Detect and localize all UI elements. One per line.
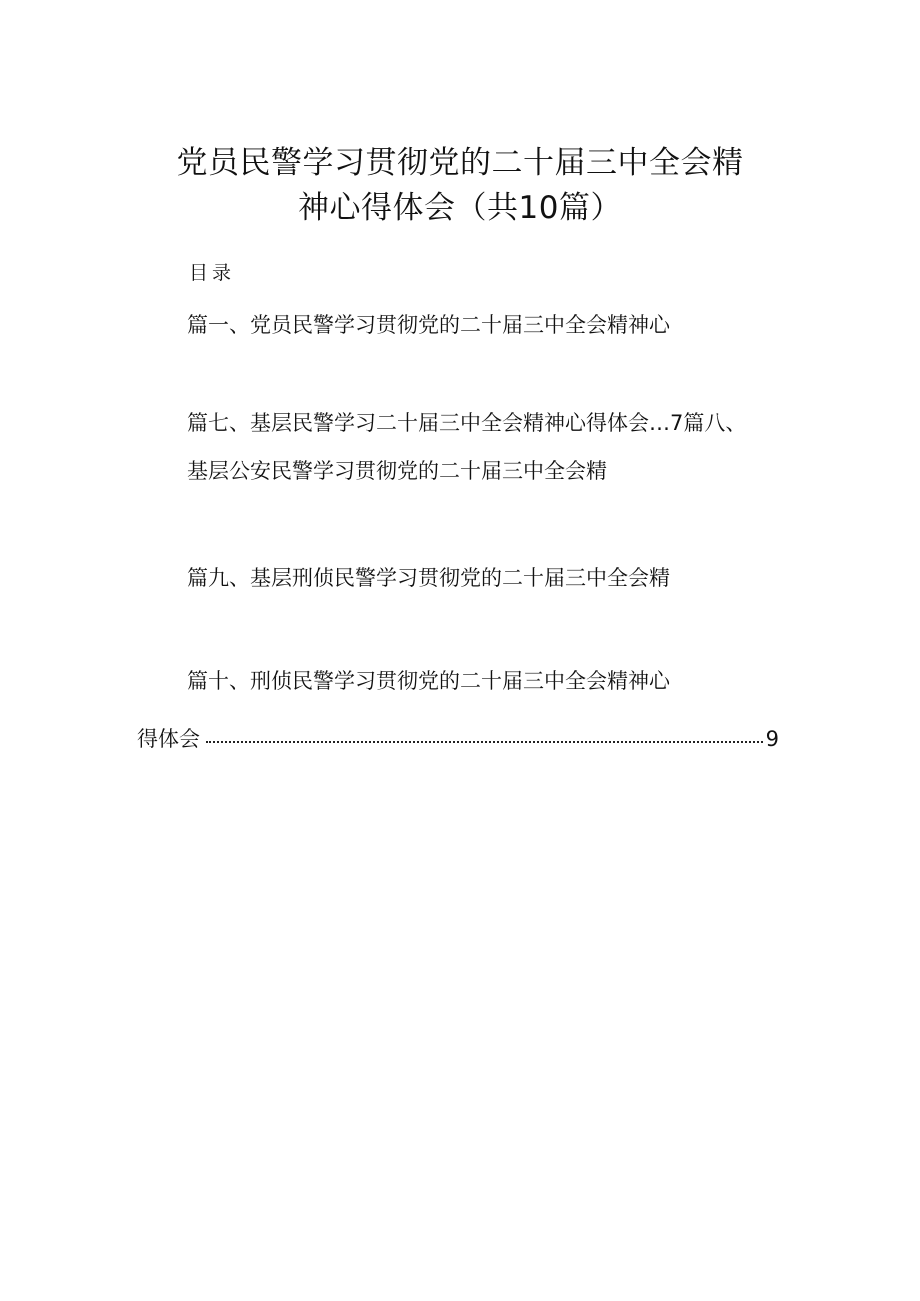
toc-entry-2: 篇七、基层民警学习二十届三中全会精神心得体会…7篇八、 — [187, 411, 747, 435]
toc-entry-1: 篇一、党员民警学习贯彻党的二十届三中全会精神心 — [187, 313, 670, 337]
toc-entry-4: 篇九、基层刑侦民警学习贯彻党的二十届三中全会精 — [187, 566, 670, 590]
toc-entry-6 — [137, 724, 779, 758]
document-title-line-2: 神心得体会（共10篇） — [298, 190, 622, 226]
document-title-line-1: 党员民警学习贯彻党的二十届三中全会精 — [176, 145, 744, 181]
toc-entry-3: 基层公安民警学习贯彻党的二十届三中全会精 — [187, 459, 607, 483]
toc-entry-5: 篇十、刑侦民警学习贯彻党的二十届三中全会精神心 — [187, 669, 670, 693]
toc-entry-6-text: 得体会 — [137, 727, 200, 751]
toc-heading: 目录 — [189, 262, 236, 284]
toc-dot-leader — [206, 741, 763, 743]
toc-page-number: 9 — [765, 727, 779, 751]
